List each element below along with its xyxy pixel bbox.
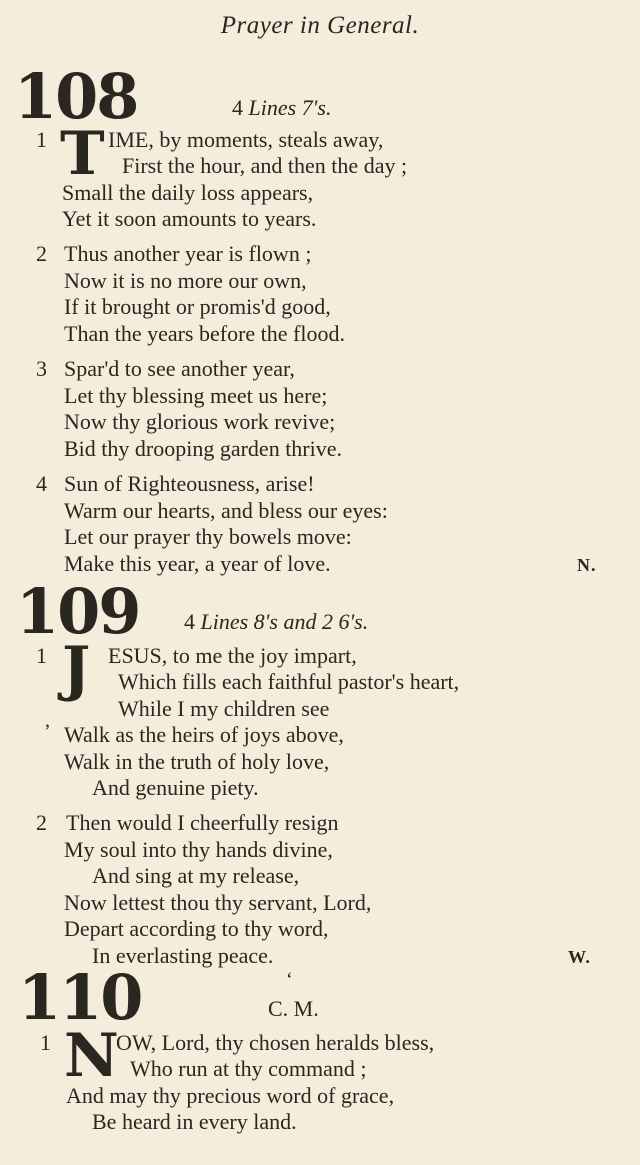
verse-number: 2 <box>36 810 47 835</box>
verse-line: Depart according to thy word, <box>64 916 329 941</box>
verse-line: Than the years before the flood. <box>64 321 345 346</box>
verse-line: ESUS, to me the joy impart, <box>108 643 357 668</box>
verse-line: Spar'd to see another year, <box>64 356 295 381</box>
hymn-108-meter <box>232 96 331 120</box>
verse-line: Thus another year is flown ; <box>64 241 312 266</box>
verse-line: Be heard in every land. <box>92 1109 297 1134</box>
verse-line: Let our prayer thy bowels move: <box>64 524 352 549</box>
verse-line: In everlasting peace. <box>92 943 274 968</box>
verse-line: Walk as the heirs of joys above, <box>64 722 344 747</box>
verse-number: 3 <box>36 356 47 381</box>
hymn-number-108: 108 <box>14 60 138 133</box>
verse-line: And may thy precious word of grace, <box>66 1083 395 1108</box>
hymn-number-110: 110 <box>18 961 142 1034</box>
author-initial: N. <box>577 555 597 575</box>
ink-mark: ‘ <box>286 969 293 991</box>
verse-line: Let thy blessing meet us here; <box>64 383 328 408</box>
verse-number: 1 <box>40 1030 51 1055</box>
verse-line: Now it is no more our own, <box>64 268 307 293</box>
verse-line: Now thy glorious work revive; <box>64 409 336 434</box>
drop-cap: N <box>64 1021 119 1091</box>
hymn-109-meter <box>184 610 368 634</box>
page-header: Prayer in General. <box>220 12 420 39</box>
verse-line: Make this year, a year of love. <box>64 551 331 576</box>
verse-line: Sun of Righteousness, arise! <box>64 471 315 496</box>
verse-line: My soul into thy hands divine, <box>64 837 333 862</box>
verse-number: 2 <box>36 241 47 266</box>
verse-number: 1 <box>36 643 47 668</box>
verse-line: Small the daily loss appears, <box>62 180 314 205</box>
verse-line: While I my children see <box>118 696 330 721</box>
verse-line: Who run at thy command ; <box>130 1056 367 1081</box>
verse-line: Bid thy drooping garden thrive. <box>64 436 343 461</box>
verse-number: 1 <box>36 127 47 152</box>
drop-cap: J <box>62 634 91 704</box>
verse-line: And genuine piety. <box>92 775 259 800</box>
meter-count: 4 <box>184 609 195 634</box>
meter-label: Lines 7's. <box>248 95 332 120</box>
verse-line: Now lettest thou thy servant, Lord, <box>64 890 372 915</box>
author-initial: W. <box>568 947 591 967</box>
verse-line: And sing at my release, <box>92 863 300 888</box>
hymn-110-meter: C. M. <box>268 996 319 1021</box>
verse-line: Then would I cheerfully resign <box>66 810 339 835</box>
ink-mark: ʼ <box>44 721 51 743</box>
verse-line: Walk in the truth of holy love, <box>64 749 330 774</box>
verse-line: If it brought or promis'd good, <box>64 294 331 319</box>
hymn-number-109: 109 <box>16 575 140 648</box>
verse-line: Yet it soon amounts to years. <box>62 206 317 231</box>
verse-line: First the hour, and then the day ; <box>122 153 408 178</box>
verse-line: Which fills each faithful pastor's heart, <box>118 669 460 694</box>
verse-line: IME, by moments, steals away, <box>108 127 384 152</box>
meter-label: Lines 8's and 2 6's. <box>200 609 369 634</box>
meter-count: 4 <box>232 95 243 120</box>
drop-cap: T <box>60 119 105 189</box>
verse-line: OW, Lord, thy chosen heralds bless, <box>116 1030 435 1055</box>
verse-number: 4 <box>36 471 47 496</box>
verse-line: Warm our hearts, and bless our eyes: <box>64 498 388 523</box>
